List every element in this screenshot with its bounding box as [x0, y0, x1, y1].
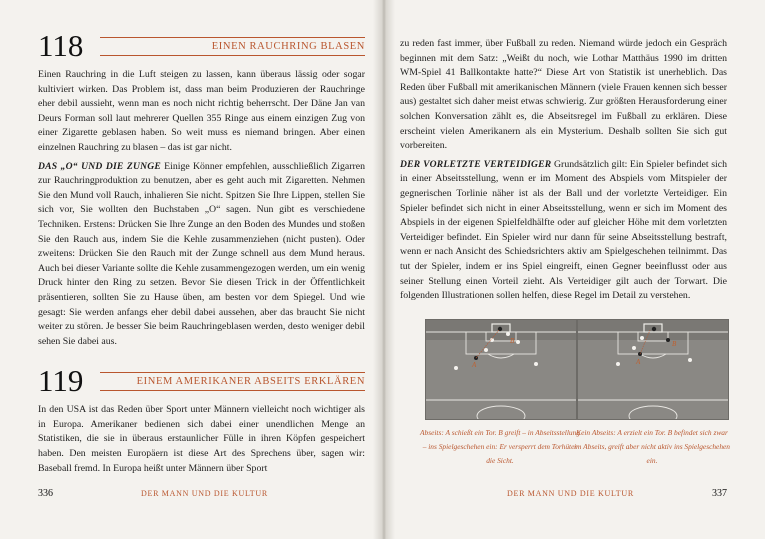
page-number: 336: [38, 488, 53, 499]
section-rule-bottom: [100, 390, 365, 391]
paragraph: In den USA ist das Reden über Sport unter Männern vielleicht noch wichtiger als in Europa. Amerikaner bedienen sich dabei einer unendlichen Menge an Statistiken, die sie in überaus erstaunlicher Fülle in ihren Köpfen gespeichert haben. Den meisten Europäern ist diese Art des Sprechens über, sagen wir: Baseball fremd. In Europa heißt unter Männern über Sport: [38, 404, 365, 474]
section-119-header: [38, 363, 365, 401]
section-title: EINEM AMERIKANER ABSEITS ERKLÄREN: [136, 376, 365, 388]
section-118-header: [38, 28, 365, 66]
section-number: 118: [38, 28, 84, 63]
section-rule-top: [100, 372, 365, 373]
subheading: DER VORLETZTE VERTEIDIGER: [400, 158, 552, 170]
marker-a: A: [472, 361, 477, 369]
running-footer: DER MANN UND DIE KULTUR: [141, 489, 268, 498]
section-rule-bottom: [100, 55, 365, 56]
paragraph-text: Einige Könner empfehlen, ausschließlich Zigarren zur Rauchringproduktion zu benutzen, aber es geht auch mit Zigaretten. Nehmen Sie den Mund voll Rauch, inhalieren Sie nicht. Spitzen Sie Ihre Lippen, stellen Sie sich vor, Sie wollten den Buchstaben „O“ sagen. Nun gibt es verschiedene Techniken. Erstens: Drücken Sie Ihre Zunge an den Boden des Mundes und stoßen Sie den Rauch aus, indem Sie die Kehle zusammenziehen (nicht pusten). Oder zweitens: Drücken Sie den Rauch mit der Zunge schnell aus dem Mund heraus. Auch bei dieser Variante sollte die Kehle zusammengezogen werden, um ein wenig Druck hinter den Ring zu setzen. Bevor Sie diesen Trick in der Öffentlichkeit präsentieren, sollten Sie zu Hause üben, am besten vor dem Spiegel. Und wie gesagt: Sie werden anfangs eher debil dabei aussehen, aber das braucht Sie nicht weiter zu stören. Je besser Sie beim Rauchringeblasen werden, desto weniger debil sehen Sie dabei aus.: [38, 160, 365, 347]
football-pitch-photo: [426, 320, 576, 419]
subheading: DAS „O“ UND DIE ZUNGE: [38, 160, 161, 172]
right-page: [400, 0, 730, 539]
section-title: EINEN RAUCHRING BLASEN: [211, 41, 365, 52]
figure-caption: Abseits: A schießt ein Tor. B greift – in Abseitsstellung – ins Spielgeschehen ein: Er versperrt dem Torhüter die Sicht.: [420, 428, 580, 465]
paragraph: Einen Rauchring in die Luft steigen zu lassen, kann überaus lässig oder sogar kultiviert wirken. Das Problem ist, dass man beim Produzieren der Rauchringe eher debil aussieht, wenn man es noch nicht richtig beherrscht. Der Däne Jan van Deurs Forman soll laut mehrerer Quellen 355 Ringe aus einem einzigen Zug von einer Zigarette geblasen haben. So weit muss es niemand bringen. Aber einen einzelnen Rauchring zu blasen – das ist gar nicht.: [38, 69, 365, 153]
football-pitch-photo: [578, 320, 728, 419]
paragraph: zu reden fast immer, über Fußball zu reden. Niemand würde jedoch ein Gespräch beginnen mit dem Satz: „Weißt du noch, wie Lothar Matthäus 1990 im dritten WM-Spiel 41 Ballkontakte hatte?“ Diese Art von Statistik ist unerheblich. Das Reden über Fußball mit amerikanischen Männern (viele Frauen kennen sich besser aus) gestaltet sich daher meist etwas schwierig. Zur größten Herausforderung einer solchen Konversation zählt es, die Abseitsregel im Fußball zu erklären. Diese erscheint vielen Amerikanern als ein Mysterium. Deshalb sollten Sie sich gut vorbereiten.: [400, 38, 727, 152]
paragraph: [400, 158, 727, 304]
running-footer: DER MANN UND DIE KULTUR: [507, 489, 634, 498]
paragraph-text: Grundsätzlich gilt: Ein Spieler befindet sich in einer Abseitsstellung, wenn er im Moment des Abspiels vom Mitspieler der gegnerischen Torlinie näher ist als der Ball und der vorletzte Verteidiger. Ein Spieler befindet sich nicht in einer Abseitsstellung, wenn er sich im Moment des Abspiels in der eigenen Spielfeldhälfte oder auf gleicher Höhe mit dem vorletzten Verteidiger befindet. Ein Spieler wird nur dann für seine Abseitsstellung bestraft, wenn er nach Ansicht des Schiedsrichters aktiv am Spielgeschehen teilnimmt. Das tut der Spieler, indem er ins Spiel eingreift, einen Gegner beeinflusst oder aus seiner Stellung einen Vorteil zieht. Als Verteidiger gilt auch der Torwart. Die folgenden Illustrationen sollen helfen, diese Regel im Detail zu verstehen.: [400, 158, 727, 302]
page-number: 337: [712, 488, 727, 499]
marker-a: A: [636, 358, 641, 366]
left-page: [38, 0, 365, 539]
section-rule-top: [100, 37, 365, 38]
figure-caption: Kein Abseits: A erzielt ein Tor. B befindet sich zwar im Abseits, greift aber nicht aktiv ins Spielgeschehen ein.: [574, 428, 730, 465]
book-gutter: [373, 0, 395, 539]
marker-b: B: [510, 337, 515, 345]
offside-illustration-1: [425, 319, 577, 420]
section-number: 119: [38, 363, 84, 399]
marker-b: B: [672, 340, 677, 348]
offside-illustration-2: [577, 319, 729, 420]
paragraph: [38, 160, 365, 350]
